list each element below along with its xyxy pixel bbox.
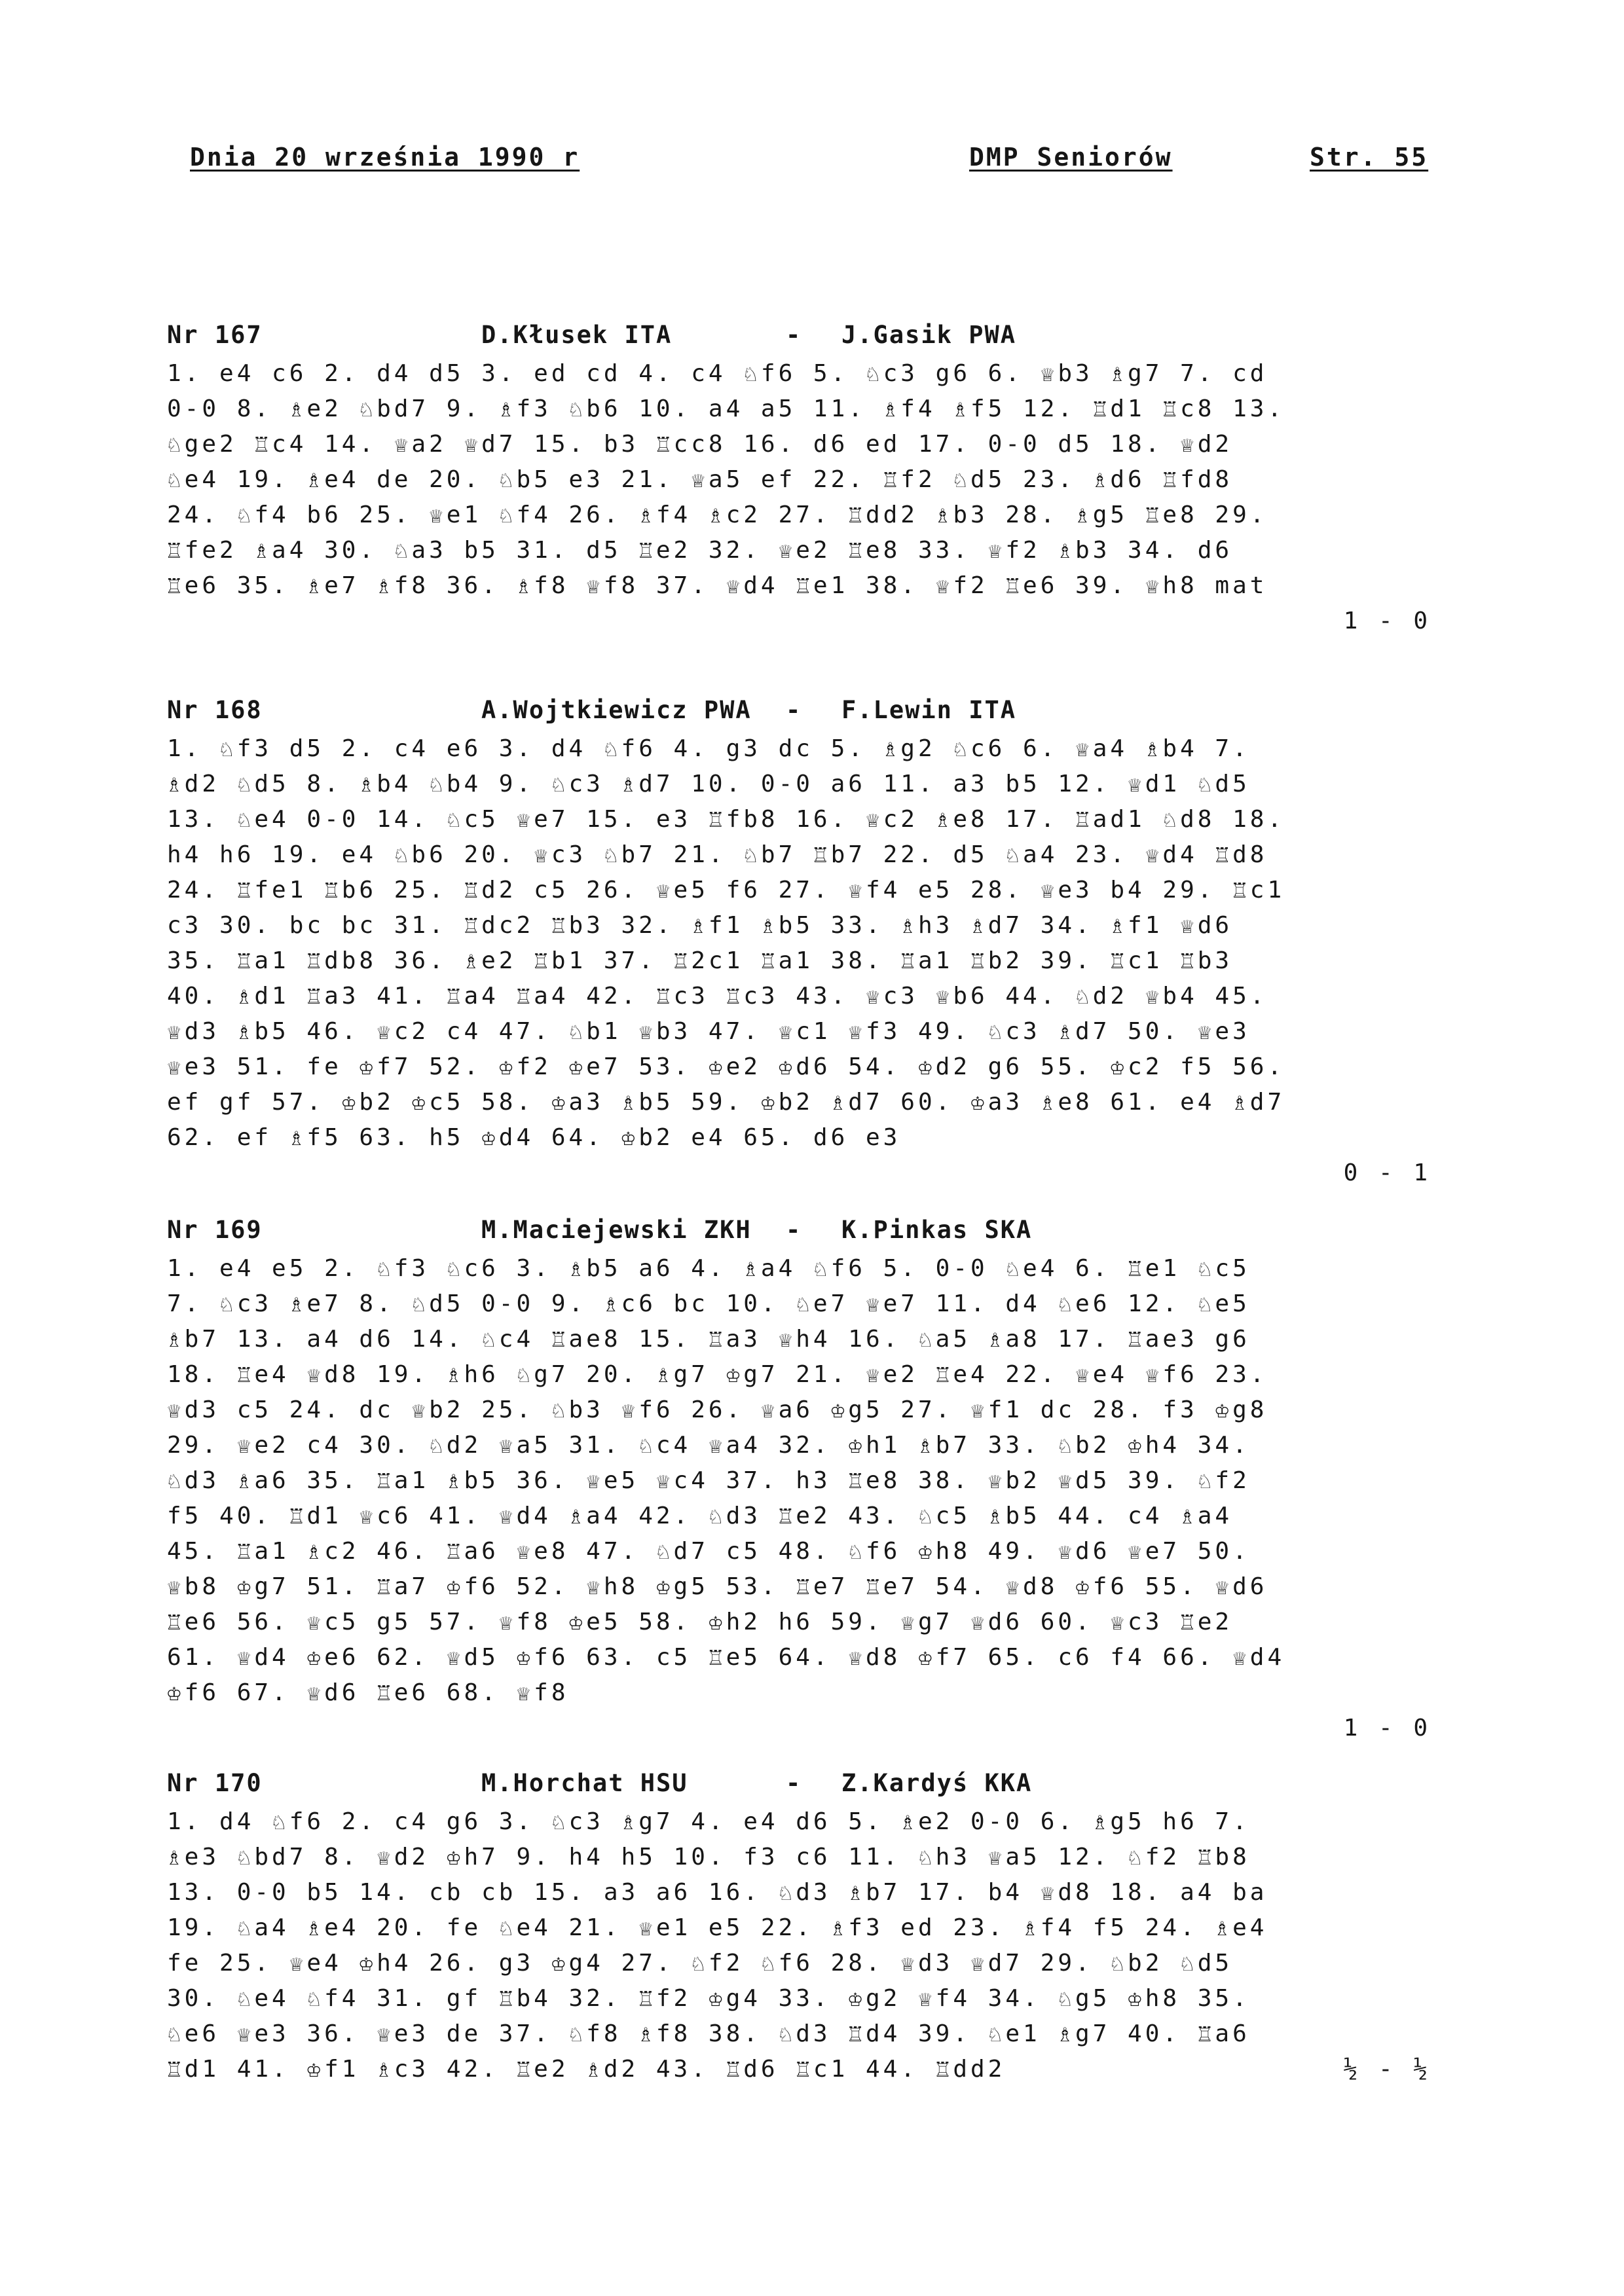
move-line: ♕b8 ♔g7 51. ♖a7 ♔f6 52. ♕h8 ♔g5 53. ♖e7 ♖e7 54. ♕d8 ♔f6 55. ♕d6 — [167, 1573, 1268, 1600]
move-line: ef gf 57. ♔b2 ♔c5 58. ♔a3 ♗b5 59. ♔b2 ♗d7 60. ♔a3 ♗e8 61. e4 ♗d7 — [167, 1089, 1285, 1116]
move-line: ♕d3 c5 24. dc ♕b2 25. ♘b3 ♕f6 26. ♕a6 ♔g5 27. ♕f1 dc 28. f3 ♔g8 — [167, 1396, 1268, 1423]
move-line: 7. ♘c3 ♗e7 8. ♘d5 0-0 9. ♗c6 bc 10. ♘e7 ♕e7 11. d4 ♘e6 12. ♘e5 — [167, 1290, 1250, 1317]
game-heading — [167, 1216, 1450, 1251]
move-line: 1. ♘f3 d5 2. c4 e6 3. d4 ♘f6 4. g3 dc 5. ♗g2 ♘c6 6. ♕a4 ♗b4 7. — [167, 735, 1250, 762]
move-line: 13. 0-0 b5 14. cb cb 15. a3 a6 16. ♘d3 ♗b7 17. b4 ♕d8 18. a4 ba — [167, 1879, 1268, 1906]
move-line: ♕e3 51. fe ♔f7 52. ♔f2 ♔e7 53. ♔e2 ♔d6 54. ♔d2 g6 55. ♔c2 f5 56. — [167, 1053, 1285, 1080]
white-player: M.Horchat HSU — [481, 1769, 688, 1797]
move-line: ♖fe2 ♗a4 30. ♘a3 b5 31. d5 ♖e2 32. ♕e2 ♖e8 33. ♕f2 ♗b3 34. d6 — [167, 537, 1233, 564]
players-separator: - — [786, 1216, 802, 1244]
game-result: 1 - 0 — [1343, 608, 1431, 634]
game-number: Nr 169 — [167, 1216, 263, 1244]
move-line: ♘d3 ♗a6 35. ♖a1 ♗b5 36. ♕e5 ♕c4 37. h3 ♖e8 38. ♕b2 ♕d5 39. ♘f2 — [167, 1467, 1250, 1494]
move-line: 24. ♖fe1 ♖b6 25. ♖d2 c5 26. ♕e5 f6 27. ♕f4 e5 28. ♕e3 b4 29. ♖c1 — [167, 877, 1285, 903]
game-number: Nr 168 — [167, 696, 263, 724]
move-line: 1. d4 ♘f6 2. c4 g6 3. ♘c3 ♗g7 4. e4 d6 5. ♗e2 0-0 6. ♗g5 h6 7. — [167, 1808, 1250, 1835]
game-record — [167, 1216, 1450, 1746]
players-separator: - — [786, 321, 802, 349]
move-line: ♗d2 ♘d5 8. ♗b4 ♘b4 9. ♘c3 ♗d7 10. 0-0 a6 11. a3 b5 12. ♕d1 ♘d5 — [167, 771, 1250, 797]
move-line: ♖e6 35. ♗e7 ♗f8 36. ♗f8 ♕f8 37. ♕d4 ♖e1 38. ♕f2 ♖e6 39. ♕h8 mat — [167, 572, 1268, 599]
black-player: F.Lewin ITA — [841, 696, 1017, 724]
header-page-number: Str. 55 — [1310, 143, 1429, 172]
black-player: J.Gasik PWA — [841, 321, 1017, 349]
game-number: Nr 167 — [167, 321, 263, 349]
game-result: 0 - 1 — [1343, 1159, 1431, 1186]
game-result: 1 - 0 — [1343, 1715, 1431, 1741]
game-heading — [167, 696, 1450, 731]
move-line: 1. e4 c6 2. d4 d5 3. ed cd 4. c4 ♘f6 5. ♘c3 g6 6. ♕b3 ♗g7 7. cd — [167, 360, 1268, 387]
move-line: 24. ♘f4 b6 25. ♕e1 ♘f4 26. ♗f4 ♗c2 27. ♖dd2 ♗b3 28. ♗g5 ♖e8 29. — [167, 501, 1268, 528]
move-line: ♔f6 67. ♕d6 ♖e6 68. ♕f8 — [167, 1679, 569, 1706]
black-player: K.Pinkas SKA — [841, 1216, 1033, 1244]
white-player: D.Kłusek ITA — [481, 321, 673, 349]
move-line: ♗b7 13. a4 d6 14. ♘c4 ♖ae8 15. ♖a3 ♕h4 16. ♘a5 ♗a8 17. ♖ae3 g6 — [167, 1326, 1250, 1353]
move-line: ♘ge2 ♖c4 14. ♕a2 ♕d7 15. b3 ♖cc8 16. d6 ed 17. 0-0 d5 18. ♕d2 — [167, 431, 1233, 458]
move-line: f5 40. ♖d1 ♕c6 41. ♕d4 ♗a4 42. ♘d3 ♖e2 43. ♘c5 ♗b5 44. c4 ♗a4 — [167, 1503, 1233, 1529]
move-line: ♗e3 ♘bd7 8. ♕d2 ♔h7 9. h4 h5 10. f3 c6 11. ♘h3 ♕a5 12. ♘f2 ♖b8 — [167, 1844, 1250, 1870]
move-line: ♖d1 41. ♔f1 ♗c3 42. ♖e2 ♗d2 43. ♖d6 ♖c1 44. ♖dd2 — [167, 2056, 1006, 2083]
move-line: 30. ♘e4 ♘f4 31. gf ♖b4 32. ♖f2 ♔g4 33. ♔g2 ♕f4 34. ♘g5 ♔h8 35. — [167, 1985, 1250, 2012]
move-line: 13. ♘e4 0-0 14. ♘c5 ♕e7 15. e3 ♖fb8 16. ♕c2 ♗e8 17. ♖ad1 ♘d8 18. — [167, 806, 1285, 833]
move-line: 35. ♖a1 ♖db8 36. ♗e2 ♖b1 37. ♖2c1 ♖a1 38. ♖a1 ♖b2 39. ♖c1 ♖b3 — [167, 947, 1233, 974]
move-line: h4 h6 19. e4 ♘b6 20. ♕c3 ♘b7 21. ♘b7 ♖b7 22. d5 ♘a4 23. ♕d4 ♖d8 — [167, 841, 1268, 868]
move-line: c3 30. bc bc 31. ♖dc2 ♖b3 32. ♗f1 ♗b5 33. ♗h3 ♗d7 34. ♗f1 ♕d6 — [167, 912, 1233, 939]
players-separator: - — [786, 696, 802, 724]
result-row — [167, 604, 1450, 639]
game-heading — [167, 1769, 1450, 1804]
result-row — [167, 2052, 1450, 2087]
move-line: ♕d3 ♗b5 46. ♕c2 c4 47. ♘b1 ♕b3 47. ♕c1 ♕f3 49. ♘c3 ♗d7 50. ♕e3 — [167, 1018, 1250, 1045]
black-player: Z.Kardyś KKA — [841, 1769, 1033, 1797]
players-separator: - — [786, 1769, 802, 1797]
game-result: ½ - ½ — [1343, 2056, 1431, 2083]
move-line: 19. ♘a4 ♗e4 20. fe ♘e4 21. ♕e1 e5 22. ♗f3 ed 23. ♗f4 f5 24. ♗e4 — [167, 1914, 1268, 1941]
move-line: ♖e6 56. ♕c5 g5 57. ♕f8 ♔e5 58. ♔h2 h6 59. ♕g7 ♕d6 60. ♕c3 ♖e2 — [167, 1609, 1233, 1635]
game-record — [167, 1769, 1450, 2087]
white-player: A.Wojtkiewicz PWA — [481, 696, 752, 724]
move-line: 40. ♗d1 ♖a3 41. ♖a4 ♖a4 42. ♖c3 ♖c3 43. ♕c3 ♕b6 44. ♘d2 ♕b4 45. — [167, 983, 1268, 1010]
page-header — [190, 143, 1454, 182]
header-event: DMP Seniorów — [969, 143, 1173, 172]
game-record — [167, 696, 1450, 1191]
result-row — [167, 1711, 1450, 1746]
game-record — [167, 321, 1450, 639]
move-line: fe 25. ♕e4 ♔h4 26. g3 ♔g4 27. ♘f2 ♘f6 28. ♕d3 ♕d7 29. ♘b2 ♘d5 — [167, 1950, 1233, 1977]
result-row — [167, 1156, 1450, 1191]
move-line: 29. ♕e2 c4 30. ♘d2 ♕a5 31. ♘c4 ♕a4 32. ♔h1 ♗b7 33. ♘b2 ♔h4 34. — [167, 1432, 1250, 1459]
move-line: 1. e4 e5 2. ♘f3 ♘c6 3. ♗b5 a6 4. ♗a4 ♘f6 5. 0-0 ♘e4 6. ♖e1 ♘c5 — [167, 1255, 1250, 1282]
header-date: Dnia 20 września 1990 r — [190, 143, 580, 172]
move-line: 62. ef ♗f5 63. h5 ♔d4 64. ♔b2 e4 65. d6 e3 — [167, 1124, 901, 1151]
move-line: ♘e6 ♕e3 36. ♕e3 de 37. ♘f8 ♗f8 38. ♘d3 ♖d4 39. ♘e1 ♗g7 40. ♖a6 — [167, 2020, 1250, 2047]
move-line: 61. ♕d4 ♔e6 62. ♕d5 ♔f6 63. c5 ♖e5 64. ♕d8 ♔f7 65. c6 f4 66. ♕d4 — [167, 1644, 1285, 1671]
white-player: M.Maciejewski ZKH — [481, 1216, 752, 1244]
move-line: ♘e4 19. ♗e4 de 20. ♘b5 e3 21. ♕a5 ef 22. ♖f2 ♘d5 23. ♗d6 ♖fd8 — [167, 466, 1233, 493]
move-line: 45. ♖a1 ♗c2 46. ♖a6 ♕e8 47. ♘d7 c5 48. ♘f6 ♔h8 49. ♕d6 ♕e7 50. — [167, 1538, 1250, 1565]
game-number: Nr 170 — [167, 1769, 263, 1797]
move-line: 18. ♖e4 ♕d8 19. ♗h6 ♘g7 20. ♗g7 ♔g7 21. ♕e2 ♖e4 22. ♕e4 ♕f6 23. — [167, 1361, 1268, 1388]
move-line: 0-0 8. ♗e2 ♘bd7 9. ♗f3 ♘b6 10. a4 a5 11. ♗f4 ♗f5 12. ♖d1 ♖c8 13. — [167, 395, 1285, 422]
game-heading — [167, 321, 1450, 356]
